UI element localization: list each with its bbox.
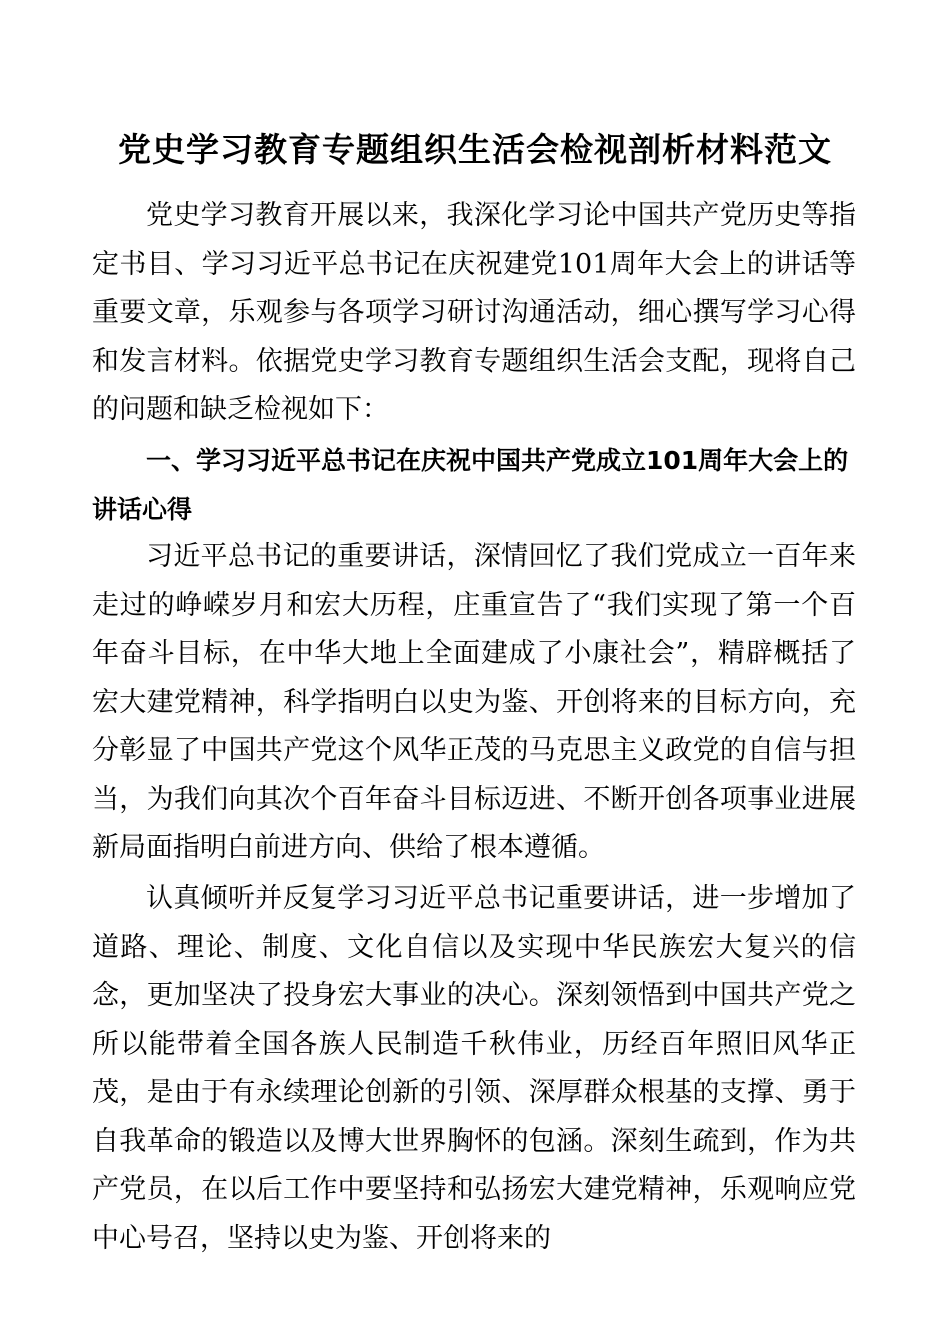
section-heading-1: 一、学习习近平总书记在庆祝中国共产党成立101周年大会上的讲话心得 xyxy=(92,446,849,524)
document-title: 党史学习教育专题组织生活会检视剖析材料范文 xyxy=(118,130,832,169)
section-1-paragraph-2: 认真倾听并反复学习习近平总书记重要讲话，进一步增加了道路、理论、制度、文化自信以及实现中华民族宏大复兴的信念，更加坚决了投身宏大事业的决心。深刻领悟到中国共产党之所以能带着全国各族人民制造千秋伟业，历经百年照旧风华正茂，是由于有永续理论创新的引领、深厚群众根基的支撑、勇于自我革命的锻造以及博大世界胸怀的包涵。深刻生疏到，作为共产党员，在以后工作中要坚持和弘扬宏大建党精神，乐观响应党中心号召，坚持以史为鉴、开创将来的 xyxy=(92,883,856,1254)
section-1-paragraph-1: 习近平总书记的重要讲话，深情回忆了我们党成立一百年来走过的峥嵘岁月和宏大历程，庄重宣告了“我们实现了第一个百年奋斗目标，在中华大地上全面建成了小康社会”，精辟概括了宏大建党精神，科学指明白以史为鉴、开创将来的目标方向，充分彰显了中国共产党这个风华正茂的马克思主义政党的自信与担当，为我们向其次个百年奋斗目标迈进、不断开创各项事业进展新局面指明白前进方向、供给了根本遵循。 xyxy=(92,541,856,863)
intro-paragraph: 党史学习教育开展以来，我深化学习论中国共产党历史等指定书目、学习习近平总书记在庆祝建党101周年大会上的讲话等重要文章，乐观参与各项学习研讨沟通活动，细心撰写学习心得和发言材料。依据党史学习教育专题组织生活会支配，现将自己的问题和缺乏检视如下： xyxy=(92,200,856,425)
